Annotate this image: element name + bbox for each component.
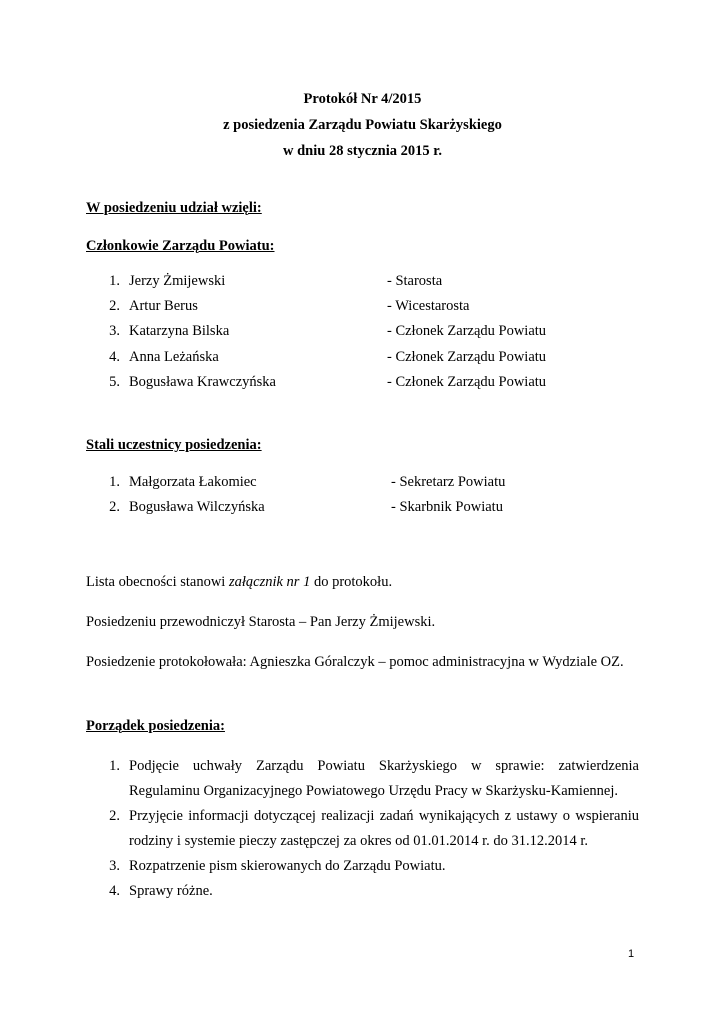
title-line-1: Protokół Nr 4/2015 [303, 91, 422, 107]
attendance-heading: W posiedzeniu udział wzięli: [86, 200, 262, 216]
list-number: 2. [109, 808, 120, 824]
agenda-item-text: Rozpatrzenie pism skierowanych do Zarządu Powiatu. [129, 858, 446, 874]
agenda-heading: Porządek posiedzenia: [86, 718, 225, 734]
member-name: Bogusława Krawczyńska [129, 374, 276, 390]
minutes-by-note: Posiedzenie protokołowała: Agnieszka Góralczyk – pomoc administracyjna w Wydziale OZ. [86, 654, 624, 670]
title-line-3: w dniu 28 stycznia 2015 r. [283, 143, 442, 159]
agenda-item-text: Sprawy różne. [129, 883, 213, 899]
attendance-note-after: do protokołu. [310, 574, 393, 590]
chaired-by-note: Posiedzeniu przewodniczył Starosta – Pan Jerzy Żmijewski. [86, 614, 436, 630]
list-number: 4. [109, 349, 120, 365]
attendance-list-note [86, 574, 392, 591]
member-name: Jerzy Żmijewski [129, 273, 226, 289]
attendance-note-before: Lista obecności stanowi [86, 574, 229, 590]
board-heading: Członkowie Zarządu Powiatu: [86, 238, 275, 254]
participant-name: Małgorzata Łakomiec [129, 474, 257, 490]
member-name: Artur Berus [129, 298, 198, 314]
list-number: 1. [109, 273, 120, 289]
list-number: 2. [109, 298, 120, 314]
list-number: 3. [109, 323, 120, 339]
member-name: Anna Leżańska [129, 349, 219, 365]
member-role: - Starosta [387, 273, 443, 289]
list-number: 1. [109, 758, 120, 774]
member-name: Katarzyna Bilska [129, 323, 230, 339]
participant-name: Bogusława Wilczyńska [129, 499, 265, 515]
protocol-title [0, 86, 725, 164]
list-number: 2. [109, 499, 120, 515]
list-number: 3. [109, 858, 120, 874]
member-role: - Członek Zarządu Powiatu [387, 374, 547, 390]
member-role: - Członek Zarządu Powiatu [387, 323, 547, 339]
participant-role: - Sekretarz Powiatu [391, 474, 506, 490]
agenda-item-text: Przyjęcie informacji dotyczącej realizacji zadań wynikających z ustawy o wspieraniu rodziny i systemie pieczy zastępczej za okres od 01.01.2014 r. do 31.12.2014 r. [129, 808, 639, 849]
member-role: - Wicestarosta [387, 298, 470, 314]
agenda-item-text: Podjęcie uchwały Zarządu Powiatu Skarżyskiego w sprawie: zatwierdzenia Regulaminu Organizacyjnego Powiatowego Urzędu Pracy w Skarżysku-Kamiennej. [129, 758, 639, 799]
permanent-participants-heading: Stali uczestnicy posiedzenia: [86, 437, 262, 453]
member-role: - Członek Zarządu Powiatu [387, 349, 547, 365]
page-number: 1 [628, 948, 635, 960]
list-number: 1. [109, 474, 120, 490]
list-number: 4. [109, 883, 120, 899]
list-number: 5. [109, 374, 120, 390]
participant-role: - Skarbnik Powiatu [391, 499, 503, 515]
attachment-reference: załącznik nr 1 [228, 574, 311, 590]
title-line-2: z posiedzenia Zarządu Powiatu Skarżyskiego [223, 117, 502, 133]
